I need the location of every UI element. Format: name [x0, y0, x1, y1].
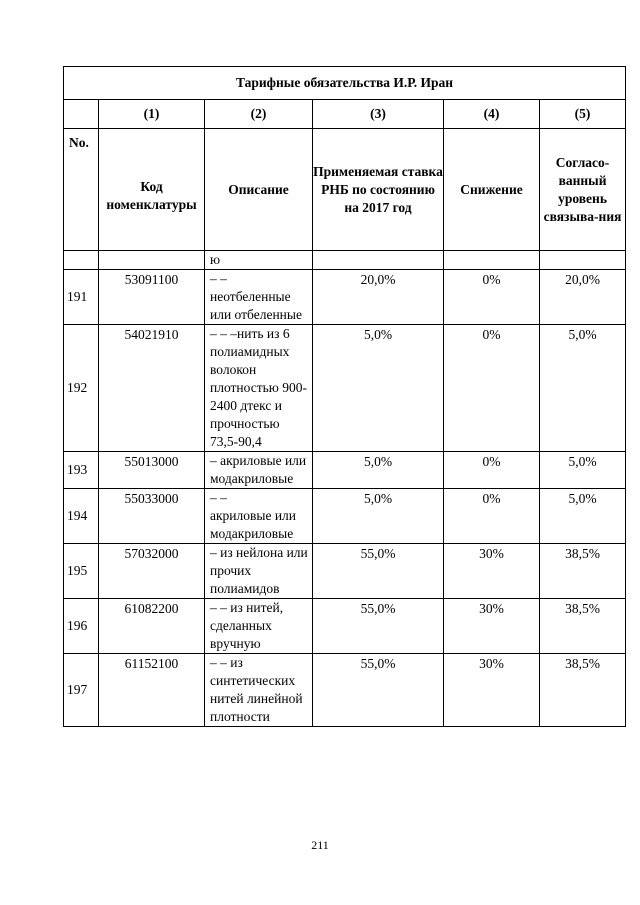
col-number-4: (4) [444, 100, 540, 129]
cont-reduction [444, 251, 540, 270]
description: – – –нить из 6 полиамидных волокон плотностью 900-2400 дтекс и прочностью 73,5-90,4 [205, 325, 313, 452]
col-number-5: (5) [540, 100, 626, 129]
cont-bound [540, 251, 626, 270]
bound-level: 20,0% [540, 270, 626, 325]
table-row [64, 452, 626, 489]
reduction: 0% [444, 452, 540, 489]
reduction: 0% [444, 325, 540, 452]
bound-level: 38,5% [540, 599, 626, 654]
header-description: Описание [205, 129, 313, 251]
table-title: Тарифные обязательства И.Р. Иран [64, 67, 626, 100]
tariff-code: 55013000 [99, 452, 205, 489]
bound-level: 38,5% [540, 654, 626, 727]
applied-rate: 5,0% [313, 325, 444, 452]
applied-rate: 5,0% [313, 452, 444, 489]
description: – акриловые или модакриловые [205, 452, 313, 489]
applied-rate: 20,0% [313, 270, 444, 325]
header-reduction: Снижение [444, 129, 540, 251]
table-row [64, 544, 626, 599]
tariff-code: 54021910 [99, 325, 205, 452]
reduction: 30% [444, 599, 540, 654]
continuation-row [64, 251, 626, 270]
description: – – из синтетических нитей линейной плотности [205, 654, 313, 727]
row-number: 194 [64, 489, 99, 544]
page-number: 211 [311, 838, 329, 852]
bound-level: 5,0% [540, 325, 626, 452]
table-row [64, 489, 626, 544]
reduction: 30% [444, 654, 540, 727]
reduction: 0% [444, 270, 540, 325]
tariff-code: 61152100 [99, 654, 205, 727]
header-row [64, 129, 626, 251]
applied-rate: 55,0% [313, 599, 444, 654]
row-number: 192 [64, 325, 99, 452]
col-number-0 [64, 100, 99, 129]
table-row [64, 325, 626, 452]
row-number: 193 [64, 452, 99, 489]
bound-level: 38,5% [540, 544, 626, 599]
reduction: 30% [444, 544, 540, 599]
cont-no [64, 251, 99, 270]
row-number: 197 [64, 654, 99, 727]
cont-description: ю [205, 251, 313, 270]
reduction: 0% [444, 489, 540, 544]
table-row [64, 270, 626, 325]
bound-level: 5,0% [540, 489, 626, 544]
col-number-2: (2) [205, 100, 313, 129]
column-number-row [64, 100, 626, 129]
col-number-3: (3) [313, 100, 444, 129]
applied-rate: 55,0% [313, 654, 444, 727]
bound-level: 5,0% [540, 452, 626, 489]
row-number: 195 [64, 544, 99, 599]
cont-code [99, 251, 205, 270]
description: – – из нитей, сделанных вручную [205, 599, 313, 654]
tariff-code: 55033000 [99, 489, 205, 544]
applied-rate: 55,0% [313, 544, 444, 599]
applied-rate: 5,0% [313, 489, 444, 544]
tariff-code: 61082200 [99, 599, 205, 654]
header-code: Код номенклатуры [99, 129, 205, 251]
row-number: 191 [64, 270, 99, 325]
cont-rate [313, 251, 444, 270]
tariff-table [63, 66, 626, 727]
title-row [64, 67, 626, 100]
description: – – акриловые или модакриловые [205, 489, 313, 544]
tariff-code: 53091100 [99, 270, 205, 325]
header-applied-rate: Применяемая ставка РНБ по состоянию на 2017 год [313, 129, 444, 251]
row-number: 196 [64, 599, 99, 654]
description: – – неотбеленные или отбеленные [205, 270, 313, 325]
header-bound-level: Согласо-ванный уровень связыва-ния [540, 129, 626, 251]
description: – из нейлона или прочих полиамидов [205, 544, 313, 599]
table-row [64, 599, 626, 654]
table-row [64, 654, 626, 727]
col-number-1: (1) [99, 100, 205, 129]
header-no: No. [64, 129, 99, 251]
tariff-code: 57032000 [99, 544, 205, 599]
